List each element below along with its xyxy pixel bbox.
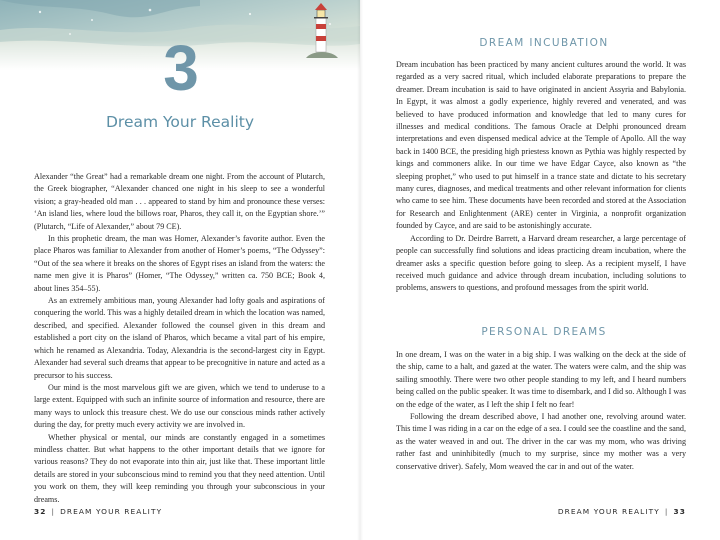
chapter-title: Dream Your Reality [105,113,254,131]
dream-incubation-text [396,59,686,295]
running-head: DREAM YOUR REALITY [60,507,163,516]
page-number: 33 [673,507,686,516]
paragraph: In this prophetic dream, the man was Homer, Alexander’s favorite author. Even the place Pharos was familiar to Alexander from another of Homer’s poems, “The Odyssey”: “Out of the sea where it breaks on the shores of Egypt rises an island from the waters: the name men give it is Pharos” (Homer, “The Odyssey,” written ca. 750 BCE; Book 4, about lines 354–55). [34,234,325,293]
right-folio [558,507,686,516]
personal-dreams-text [396,349,686,473]
left-folio [34,507,162,516]
paragraph: As an extremely ambitious man, young Alexander had lofty goals and aspirations of conquering the world. This was a highly detailed dream in which the location was named, described, and specified. Alexander followed the counsel given in this dream and established a port city on the island of Pharos, which became a vital part of his empire, which he renamed as Alexandria. Today, Alexandria is the second-largest city in Egypt. Alexander had several such dreams that appear to be precognitive in nature and acted as a precursor to his success. [34,296,325,380]
paragraph: According to Dr. Deirdre Barrett, a Harvard dream researcher, a large percentage of people can successfully find solutions and ideas practicing dream incubation, where the dreamer asks a specific question before going to sleep. As a recipient myself, I have received much guidance and advice through dream incubation, including solutions to problems, answers to questions, and profound messages from the spirit world. [396,233,686,293]
paragraph: In one dream, I was on the water in a big ship. I was walking on the deck at the side of the ship, came to a halt, and gazed at the water. The waters were calm, and the ship was sailing smoothly. There were two other people standing to my left, and I heard numbers being called on the public speaker. It was time to disembark, and I did so. Although I was on the edge of the water, as I left the ship I felt no fear! [396,350,686,409]
folio-separator: | [664,507,669,516]
section-heading-personal-dreams: PERSONAL DREAMS [481,326,607,338]
paragraph: Our mind is the most marvelous gift we are given, which we tend to underuse to a large extent. Equipped with such an infinite source of information and resource, there are many ways to unlock this treasure chest. We do use our conscious minds rather actively during the day, for pretty much every activity we are involved in. [34,382,325,430]
paragraph: Alexander “the Great” had a remarkable dream one night. From the account of Plutarch, the Greek biographer, “Alexander chanced one night in his sleep to see a wonderful vision; a gray-headed old man . . . appeared to stand by him and pronounce these verses: ‘An island lies, where loud the billows roar, Pharos, they call it, on the Egyptian shore.’” (Plutarch, “Life of Alexander,” about 79 CE). [34,172,325,231]
section-heading-dream-incubation: DREAM INCUBATION [479,37,609,49]
folio-separator: | [51,507,56,516]
right-page [360,0,720,540]
running-head: DREAM YOUR REALITY [557,507,660,516]
left-body-text [34,171,325,506]
chapter-number: 3 [163,32,197,104]
paragraph: Following the dream described above, I had another one, revolving around water. This time I was riding in a car on the edge of a sea. I could see the coastline and the sand, as the water weaved in and out. The driver in the car was my mom, who was driving rather fast and uninhibitedly (much to my surprise, since my mother was a very conservative driver). Safely, Mom weaved the car in and out of the water. [396,412,686,471]
paragraph: Whether physical or mental, our minds are constantly engaged in a sometimes mindless chatter. But what happens to the other important details that we ignore for various reasons? They do not evaporate into thin air, just like that. These important little details are stored in your subconscious mind to remind you that they need attention. Until you work on them, they will keep reminding you through your subconscious in your dreams. [34,432,325,504]
paragraph: Dream incubation has been practiced by many ancient cultures around the world. It was regarded as a very sacred ritual, which included elaborate preparations to prepare the dreamer. Dream incubation is said to have originated in ancient Assyria and Babylonia. In Egypt, it was almost a godly experience, highly revered and venerated, and was believed to have produced information and knowledge that led to many cures for illnesses and medical conditions. The famous Oracle at Delphi pronounced dream interpretations and even dispensed medical advice at the Temple of Apollo. All the way back in 1400 BCE, the presiding high priestess known as Pythia was highly respected by kings and commoners alike. In our time we have Edgar Cayce, also known as “the sleeping prophet,” who used to put himself in a trance state and dictate to his secretary many cures, diagnoses, and medical treatments and other relevant information for clients who came to see him. These documents have been recorded and stored at the Association for Research and Enlightenment (ARE) center in Virginia, a nonprofit organization founded by Cayce, and are said to be astonishingly accurate. [396,60,686,231]
page-number: 32 [34,507,47,516]
